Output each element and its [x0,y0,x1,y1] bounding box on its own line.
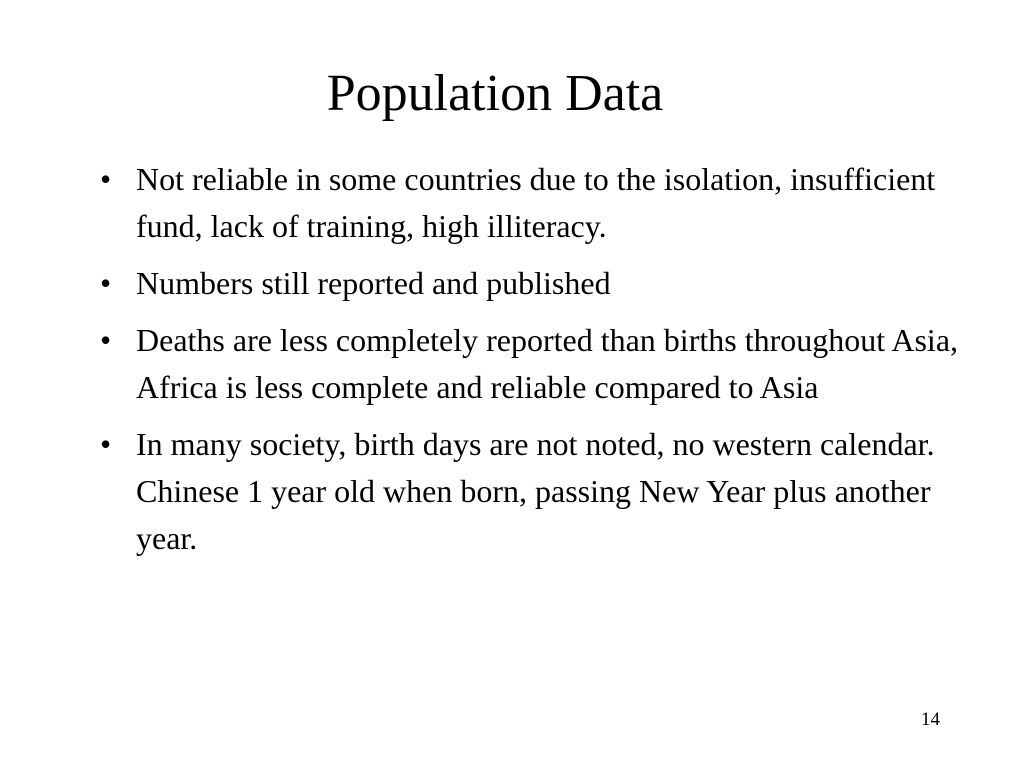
bullet-text-3: Deaths are less completely reported than births throughout Asia, Africa is less complete and reliable compared to Asia [136,322,959,405]
bullet-marker: • [100,161,112,197]
bullet-item-3 [100,317,960,411]
slide-title: Population Data [326,65,664,122]
page-number: 14 [921,709,940,730]
bullet-text-1: Not reliable in some countries due to the isolation, insufficient fund, lack of training, high illiteracy. [136,161,936,244]
bullet-marker: • [100,265,112,301]
bullet-text-2: Numbers still reported and published [136,265,611,301]
bullet-text-4: In many society, birth days are not noted, no western calendar. Chinese 1 year old when born, passing New Year plus another year. [136,426,935,556]
bullet-item-1 [100,156,960,250]
bullet-marker: • [100,426,112,462]
bullet-list [100,156,960,572]
bullet-marker: • [100,322,112,358]
bullet-item-2 [100,260,960,307]
bullet-item-4 [100,421,960,562]
